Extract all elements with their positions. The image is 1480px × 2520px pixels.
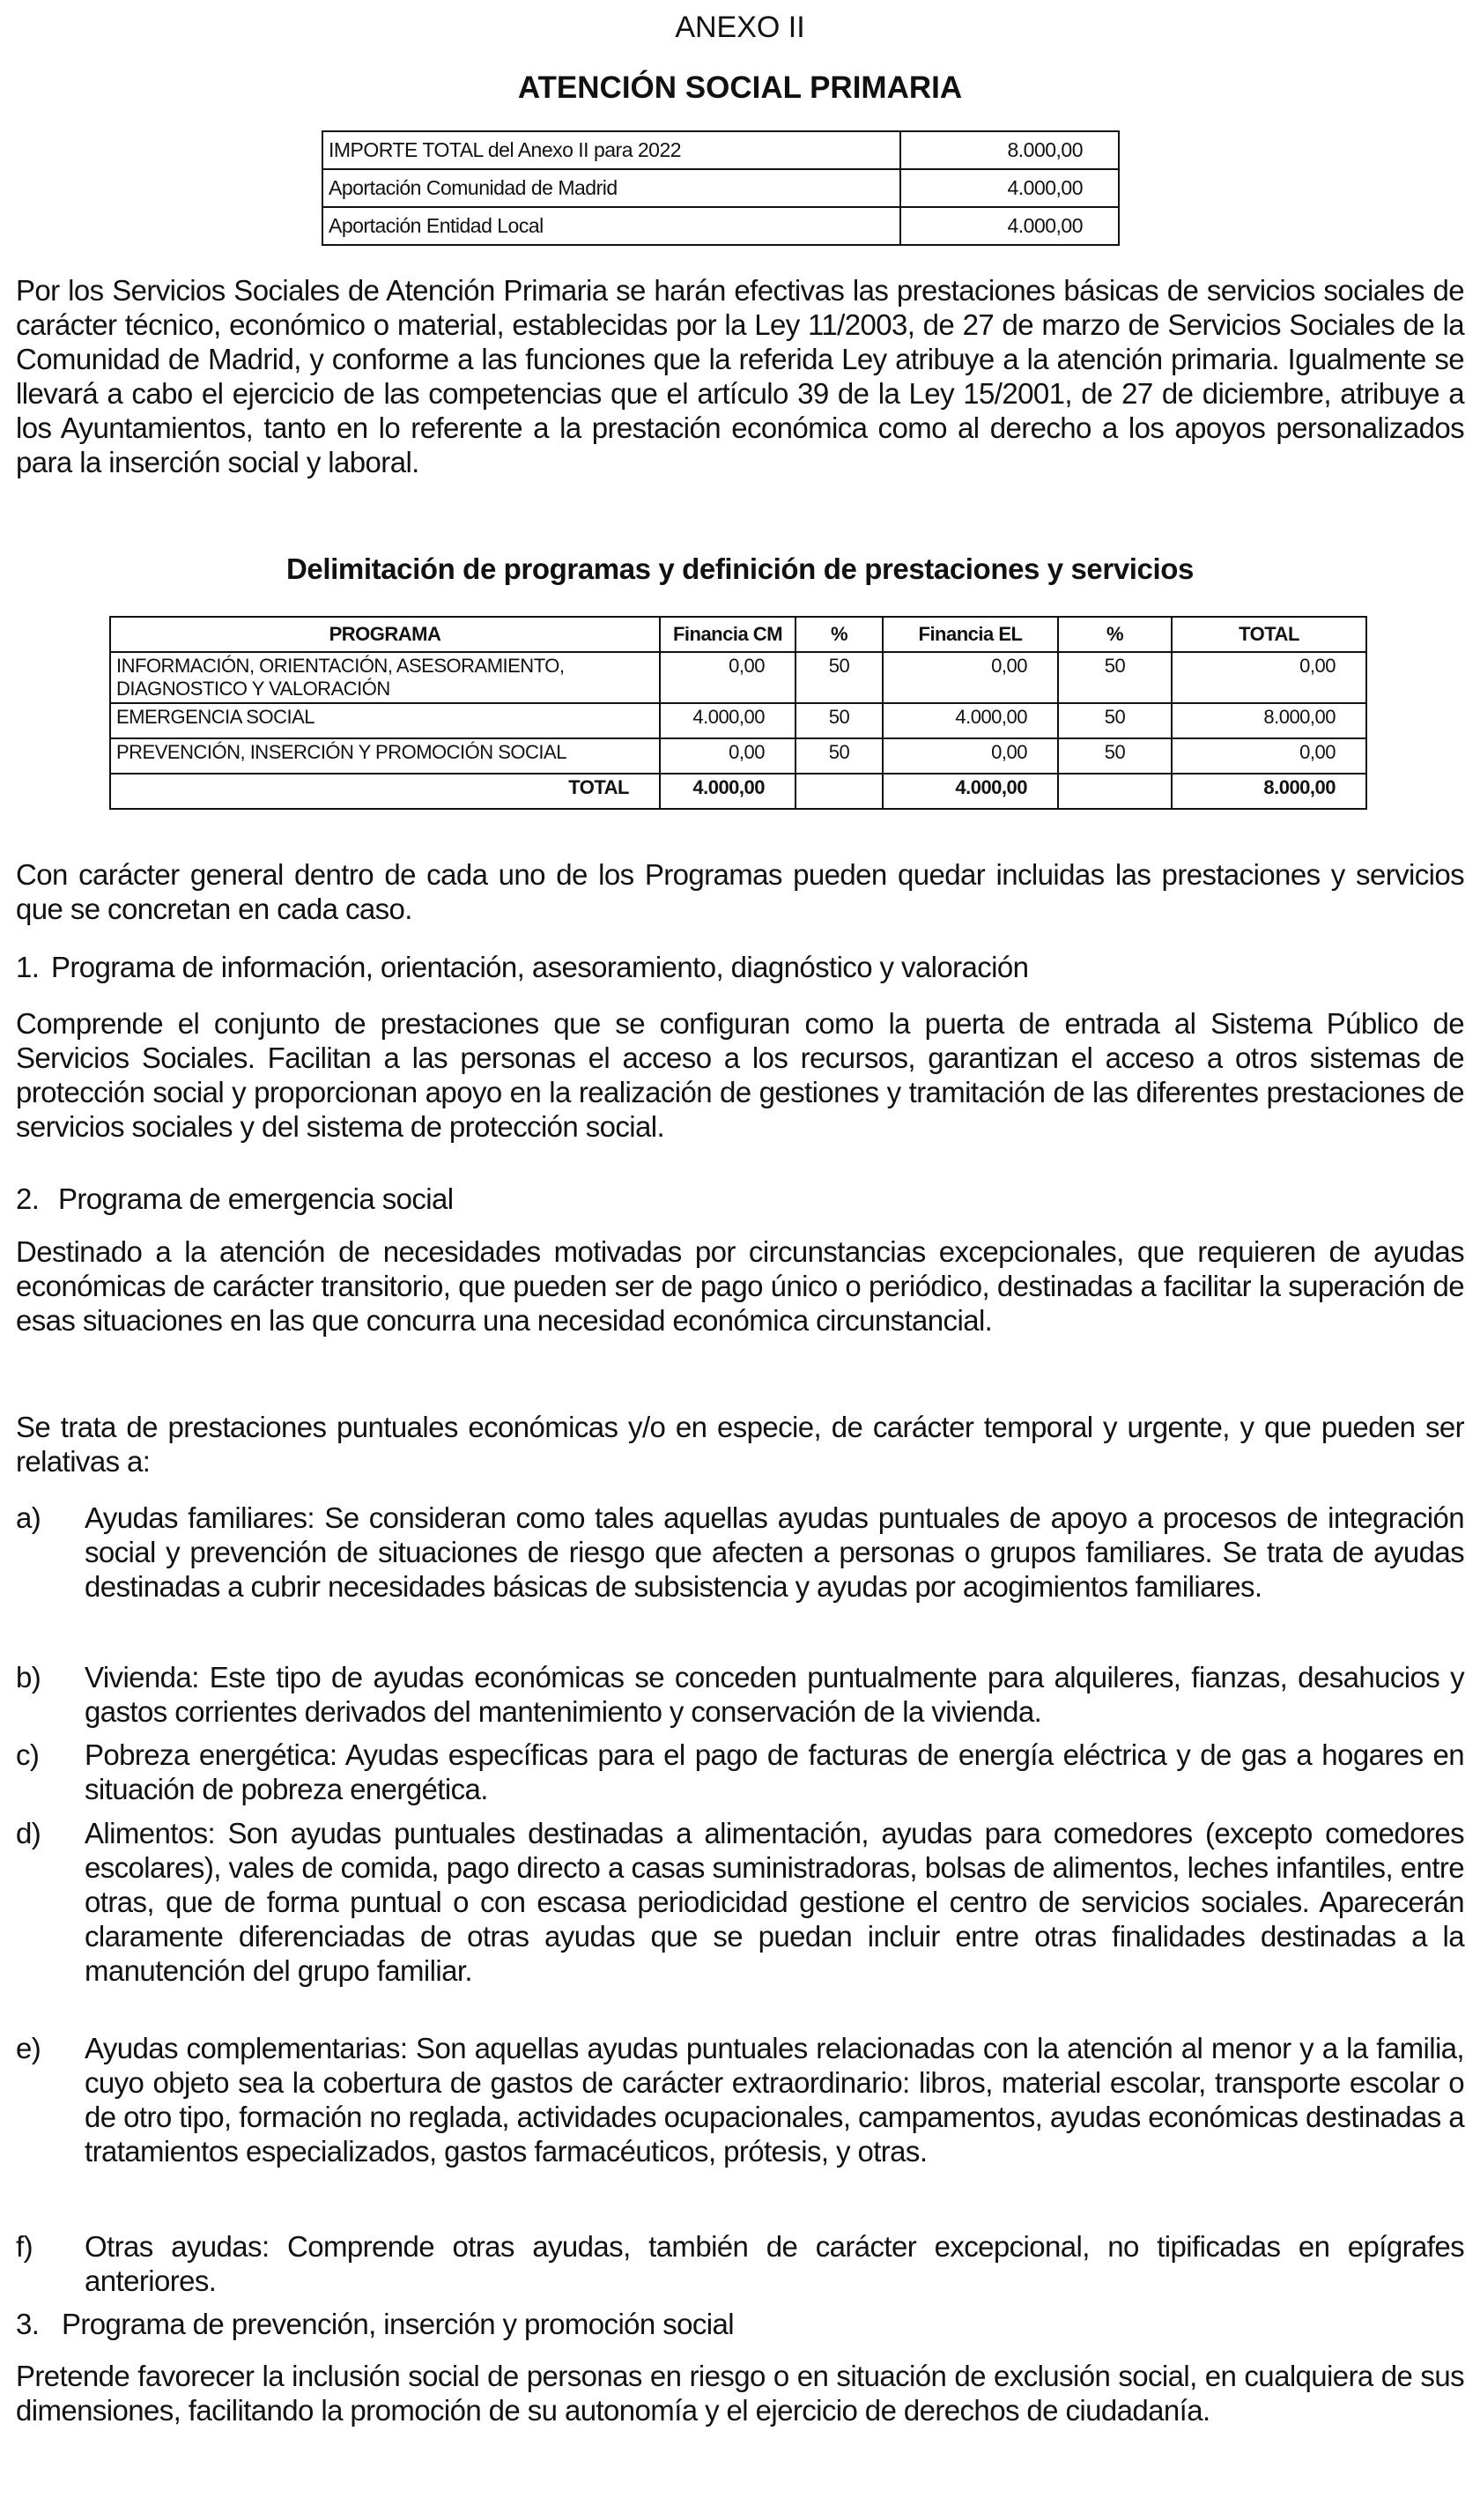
program-number: 1. — [16, 951, 40, 983]
list-item — [16, 2229, 1464, 2298]
item-marker: e) — [16, 2032, 41, 2064]
item-text: Otras ayudas: Comprende otras ayudas, también de carácter excepcional, no tipificadas en epígrafes anteriores. — [85, 2230, 1464, 2297]
program-1-text: Comprende el conjunto de prestaciones que se configuran como la puerta de entrada al Sistema Público de Servicios Sociales. Facilitan a las personas el acceso a los recursos, garantizan el acceso a otros sistemas de protección social y proporcionan apoyo en la realización de gestiones y tramitación de las diferentes prestaciones de servicios sociales y del sistema de protección social. — [16, 1007, 1464, 1143]
table-row — [322, 207, 1119, 245]
table-row — [110, 652, 1366, 703]
program-2-heading — [16, 1182, 1464, 1216]
item-text: Pobreza energética: Ayudas específicas para el pago de facturas de energía eléctrica y de gas a hogares en situación de pobreza energética. — [85, 1738, 1464, 1805]
total-el: 4.000,00 — [883, 774, 1058, 809]
list-item — [16, 2031, 1464, 2168]
row-value: 4.000,00 — [900, 207, 1119, 245]
table-total-row — [110, 774, 1366, 809]
program-title: Programa de información, orientación, asesoramiento, diagnóstico y valoración — [51, 951, 1029, 983]
col-header: % — [1058, 617, 1172, 652]
empty-cell — [796, 774, 883, 809]
program-number: 3. — [16, 2308, 40, 2340]
cell-total: 8.000,00 — [1172, 703, 1366, 738]
program-title: Programa de prevención, inserción y promoción social — [62, 2308, 735, 2340]
total-label: TOTAL — [110, 774, 660, 809]
program-title: Programa de emergencia social — [58, 1182, 454, 1215]
list-item — [16, 1816, 1464, 1988]
row-label: Aportación Comunidad de Madrid — [322, 169, 900, 207]
cell-program: EMERGENCIA SOCIAL — [110, 703, 660, 738]
col-header: % — [796, 617, 883, 652]
program-2-text-2: Se trata de prestaciones puntuales económicas y/o en especie, de carácter temporal y urgente, y que pueden ser relativas a: — [16, 1411, 1464, 1478]
empty-cell — [1058, 774, 1172, 809]
col-header: Financia EL — [883, 617, 1058, 652]
cell-program: PREVENCIÓN, INSERCIÓN Y PROMOCIÓN SOCIAL — [110, 738, 660, 774]
cell-pct-el: 50 — [1058, 652, 1172, 703]
item-text: Ayudas complementarias: Son aquellas ayudas puntuales relacionadas con la atención al menor y a la familia, cuyo objeto sea la cobertura de gastos de carácter extraordinario: libros, material escolar, transporte escolar o de otro tipo, formación no reglada, actividades ocupacionales, campamentos, ayudas económicas destinadas a tratamientos especializados, gastos farmacéuticos, prótesis, y otras. — [85, 2032, 1464, 2168]
annex-label: ANEXO II — [675, 11, 805, 44]
list-item — [16, 1501, 1464, 1604]
cell-total: 0,00 — [1172, 738, 1366, 774]
page-title: ATENCIÓN SOCIAL PRIMARIA — [517, 70, 963, 105]
cell-total: 0,00 — [1172, 652, 1366, 703]
item-marker: d) — [16, 1817, 41, 1849]
row-value: 4.000,00 — [900, 169, 1119, 207]
item-marker: b) — [16, 1661, 41, 1694]
item-marker: c) — [16, 1738, 40, 1771]
cell-financia-cm: 0,00 — [660, 738, 796, 774]
item-text: Alimentos: Son ayudas puntuales destinadas a alimentación, ayudas para comedores (excepto comedores escolares), vales de comida, pago directo a casas suministradoras, bolsas de alimentos, leches infantiles, entre otras, que de forma puntual o con escasa periodicidad gestione el centro de servicios sociales. Aparecerán claramente diferenciadas de otras ayudas que se puedan incluir entre otras finalidades destinadas a la manutención del grupo familiar. — [85, 1817, 1464, 1987]
table-row — [110, 703, 1366, 738]
cell-financia-cm: 4.000,00 — [660, 703, 796, 738]
cell-financia-el: 4.000,00 — [883, 703, 1058, 738]
item-marker: a) — [16, 1501, 41, 1534]
cell-financia-el: 0,00 — [883, 738, 1058, 774]
programs-heading: Delimitación de programas y definición de prestaciones y servicios — [286, 552, 1194, 585]
col-header: PROGRAMA — [110, 617, 660, 652]
total-total: 8.000,00 — [1172, 774, 1366, 809]
cell-pct-cm: 50 — [796, 703, 883, 738]
row-value: 8.000,00 — [900, 131, 1119, 169]
table-row — [322, 131, 1119, 169]
cell-pct-cm: 50 — [796, 738, 883, 774]
row-label: Aportación Entidad Local — [322, 207, 900, 245]
program-2-text: Destinado a la atención de necesidades motivadas por circunstancias excepcionales, que requieren de ayudas económicas de carácter transitorio, que pueden ser de pago único o periódico, destinadas a facilitar la superación de esas situaciones en las que concurra una necesidad económica circunstancial. — [16, 1235, 1464, 1337]
item-text: Vivienda: Este tipo de ayudas económicas se conceden puntualmente para alquileres, fianzas, desahucios y gastos corrientes derivados del mantenimiento y conservación de la vivienda. — [85, 1661, 1464, 1728]
cell-pct-el: 50 — [1058, 738, 1172, 774]
table-header-row — [110, 617, 1366, 652]
list-item — [16, 1660, 1464, 1729]
programs-table — [109, 616, 1367, 810]
program-1-heading — [16, 950, 1464, 984]
list-item — [16, 1738, 1464, 1806]
cell-financia-cm: 0,00 — [660, 652, 796, 703]
program-3-heading — [16, 2307, 1464, 2341]
cell-pct-el: 50 — [1058, 703, 1172, 738]
cell-program: INFORMACIÓN, ORIENTACIÓN, ASESORAMIENTO, DIAGNOSTICO Y VALORACIÓN — [110, 652, 660, 703]
table-row — [322, 169, 1119, 207]
program-3-text: Pretende favorecer la inclusión social de personas en riesgo o en situación de exclusión social, en cualquiera de sus dimensiones, facilitando la promoción de su autonomía y el ejercicio de derechos de ciudadanía. — [16, 2360, 1464, 2427]
intro-paragraph: Por los Servicios Sociales de Atención Primaria se harán efectivas las prestaciones básicas de servicios sociales de carácter técnico, económico o material, establecidas por la Ley 11/2003, de 27 de marzo de Servicios Sociales de la Comunidad de Madrid, y conforme a las funciones que la referida Ley atribuye a la atención primaria. Igualmente se llevará a cabo el ejercicio de las competencias que el artículo 39 de la Ley 15/2001, de 27 de diciembre, atribuye a los Ayuntamientos, tanto en lo referente a la prestación económica como al derecho a los apoyos personalizados para la inserción social y laboral. — [16, 274, 1464, 478]
table-row — [110, 738, 1366, 774]
col-header: Financia CM — [660, 617, 796, 652]
general-paragraph: Con carácter general dentro de cada uno de los Programas pueden quedar incluidas las prestaciones y servicios que se concretan en cada caso. — [16, 858, 1464, 925]
row-label: IMPORTE TOTAL del Anexo II para 2022 — [322, 131, 900, 169]
item-text: Ayudas familiares: Se consideran como tales aquellas ayudas puntuales de apoyo a procesos de integración social y prevención de situaciones de riesgo que afecten a personas o grupos familiares. Se trata de ayudas destinadas a cubrir necesidades básicas de subsistencia y ayudas por acogimientos familiares. — [85, 1501, 1464, 1603]
summary-table — [322, 130, 1120, 246]
col-header: TOTAL — [1172, 617, 1366, 652]
program-number: 2. — [16, 1182, 40, 1215]
cell-financia-el: 0,00 — [883, 652, 1058, 703]
item-marker: f) — [16, 2230, 33, 2263]
cell-pct-cm: 50 — [796, 652, 883, 703]
total-cm: 4.000,00 — [660, 774, 796, 809]
